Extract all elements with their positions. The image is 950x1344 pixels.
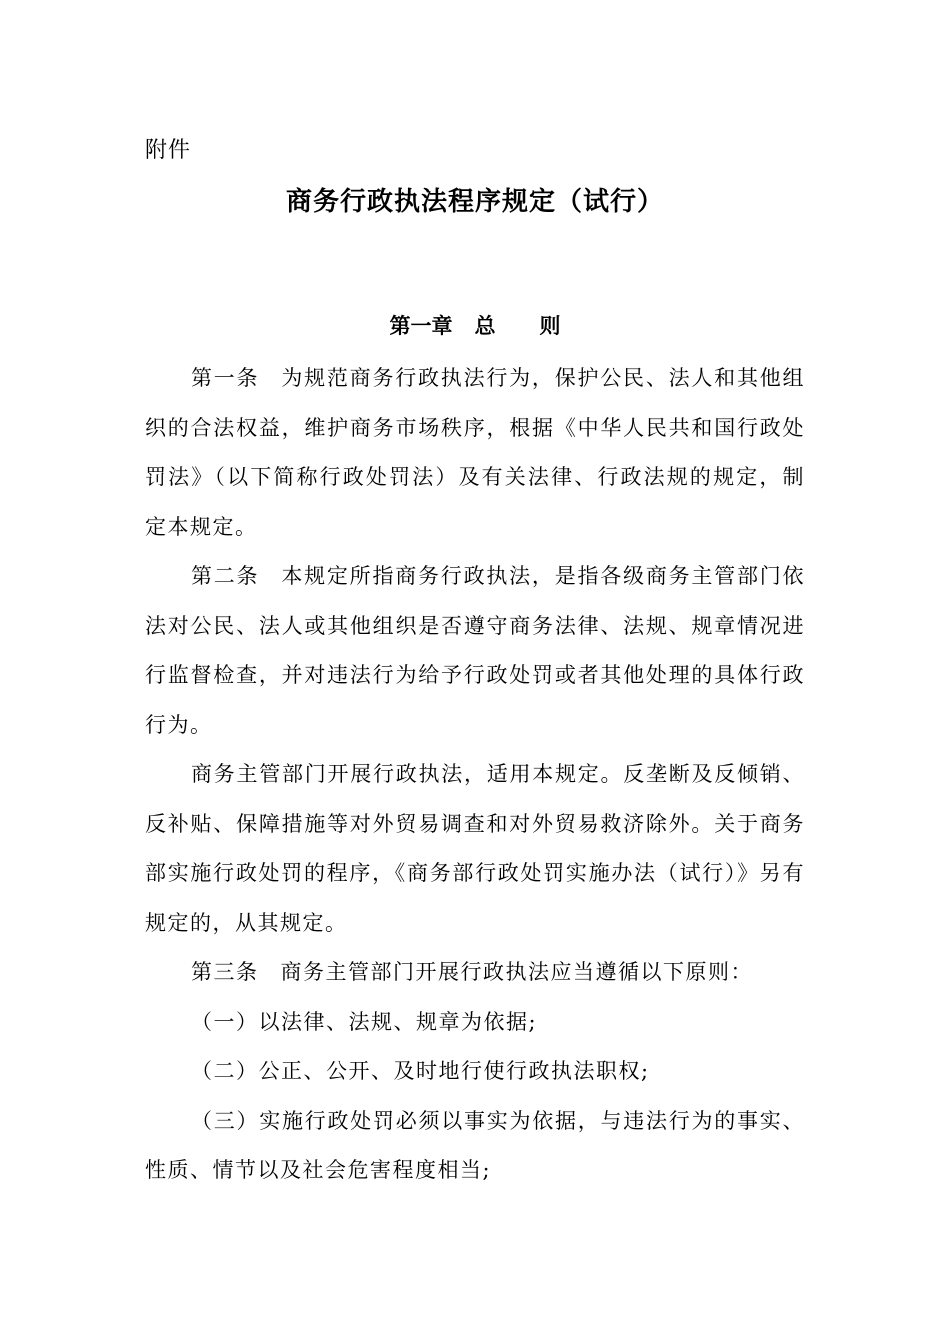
paragraph-text: 为规范商务行政执法行为，保护公民、法人和其他组织的合法权益，维护商务市场秩序，根据《中华人民共和国行政处罚法》（以下简称行政处罚法）及有关法律、行政法规的规定，制定本规定。 xyxy=(145,366,806,539)
chapter-number: 第一章 xyxy=(389,314,453,338)
paragraph-text: （三）实施行政处罚必须以事实为依据，与违法行为的事实、性质、情节以及社会危害程度相当; xyxy=(145,1108,805,1182)
paragraph-article-1 xyxy=(145,354,805,552)
body-text xyxy=(145,354,805,1196)
article-number: 第一条 xyxy=(191,366,260,390)
paragraph-text: 本规定所指商务行政执法，是指各级商务主管部门依法对公民、法人或其他组织是否遵守商务法律、法规、规章情况进行监督检查，并对违法行为给予行政处罚或者其他处理的具体行政行为。 xyxy=(145,564,806,737)
paragraph-article-3 xyxy=(145,948,805,998)
list-item-2 xyxy=(145,1047,805,1097)
document-title: 商务行政执法程序规定（试行） xyxy=(285,187,664,217)
paragraph-article-2 xyxy=(145,552,805,750)
paragraph-text: 商务主管部门开展行政执法，适用本规定。反垄断及反倾销、反补贴、保障措施等对外贸易调查和对外贸易救济除外。关于商务部实施行政处罚的程序，《商务部行政处罚实施办法（试行）》另有规定的，从其规定。 xyxy=(145,762,805,935)
paragraph-text: （一）以法律、法规、规章为依据; xyxy=(191,1009,538,1034)
article-number: 第二条 xyxy=(191,564,260,588)
article-number: 第三条 xyxy=(191,960,259,984)
chapter-heading xyxy=(0,311,950,341)
attachment-label: 附件 xyxy=(145,138,192,163)
list-item-1 xyxy=(145,998,805,1048)
chapter-name-part1: 总 xyxy=(474,314,496,338)
paragraph-article-2-cont xyxy=(145,750,805,948)
paragraph-text: 商务主管部门开展行政执法应当遵循以下原则： xyxy=(280,960,753,984)
list-item-3 xyxy=(145,1097,805,1196)
paragraph-text: （二）公正、公开、及时地行使行政执法职权; xyxy=(191,1059,650,1083)
chapter-name-part2: 则 xyxy=(539,314,561,338)
